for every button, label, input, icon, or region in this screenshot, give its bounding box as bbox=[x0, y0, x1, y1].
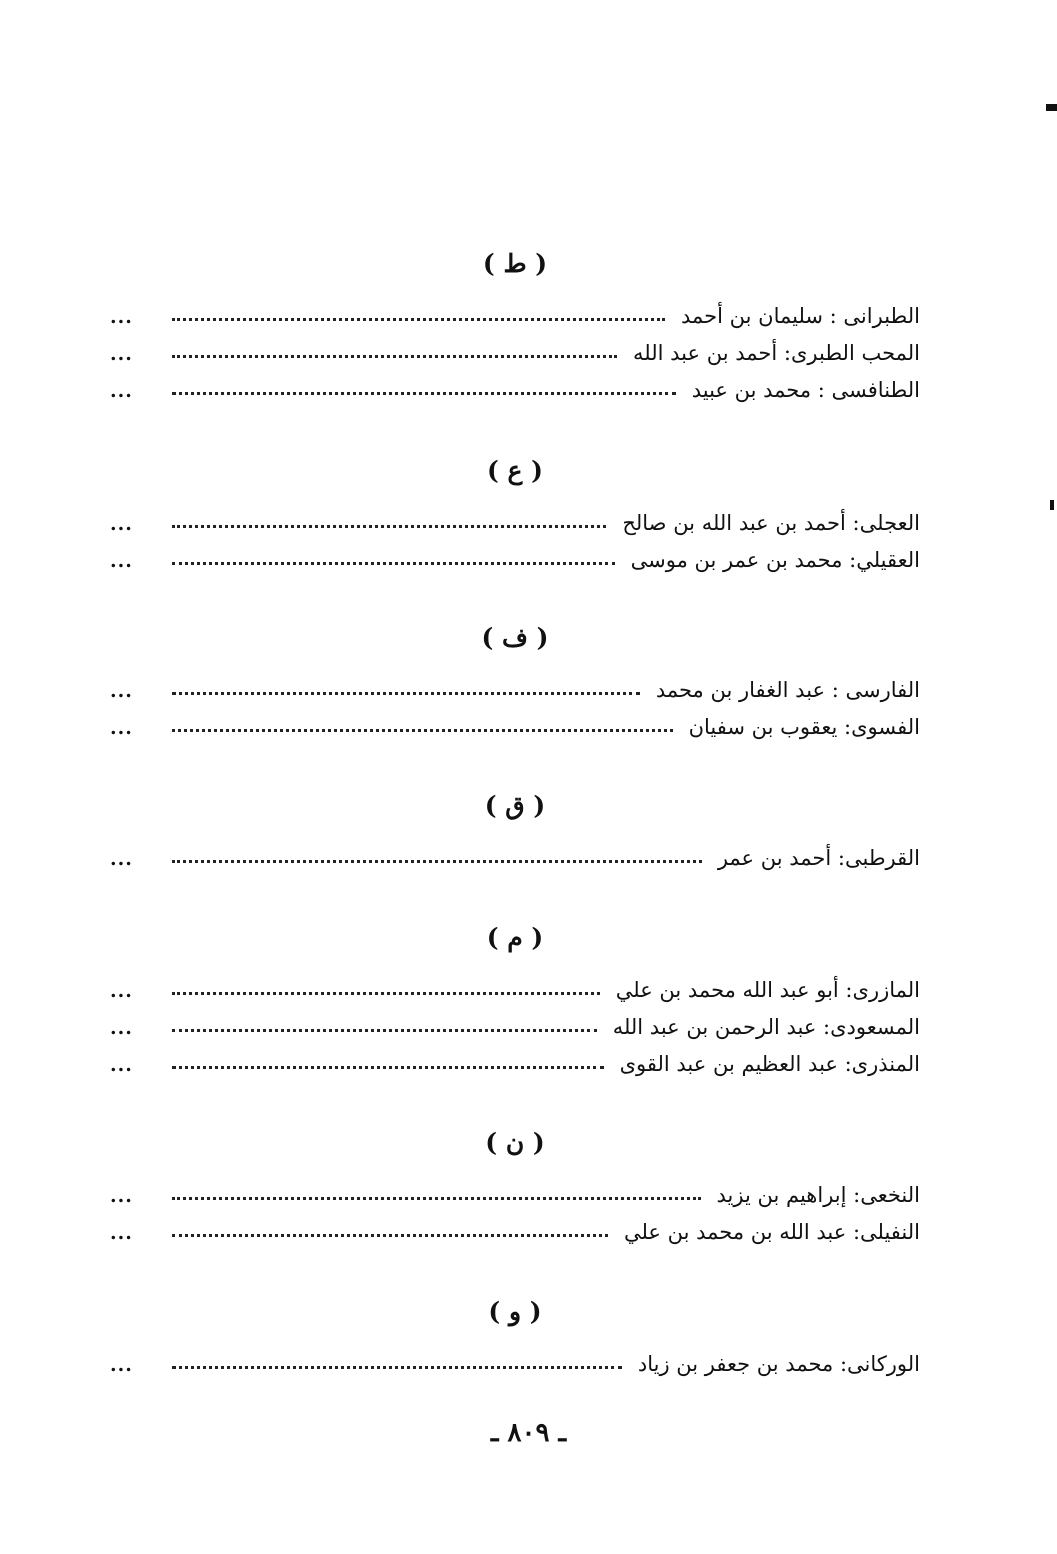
scan-mark bbox=[1046, 104, 1057, 111]
section-heading: ( ق ) bbox=[484, 791, 546, 820]
index-entry bbox=[110, 372, 920, 409]
index-entry bbox=[110, 1214, 920, 1251]
entry-name: القرطبى: أحمد بن عمر bbox=[717, 846, 920, 870]
entry-page: ... bbox=[110, 306, 133, 328]
dot-leader bbox=[172, 1234, 608, 1237]
entry-page: ... bbox=[110, 1054, 133, 1076]
dot-leader bbox=[172, 1029, 597, 1032]
dot-leader bbox=[172, 392, 676, 395]
dot-leader bbox=[172, 1066, 604, 1069]
section-waw bbox=[110, 1292, 920, 1383]
index-entry bbox=[110, 542, 920, 579]
entry-page: ... bbox=[110, 1354, 133, 1376]
entry-page: ... bbox=[110, 1222, 133, 1244]
entry-name: النخعى: إبراهيم بن يزيد bbox=[716, 1183, 920, 1207]
index-entry bbox=[110, 1346, 920, 1383]
section-ain bbox=[110, 451, 920, 579]
index-entry bbox=[110, 840, 920, 877]
dot-leader bbox=[172, 355, 617, 358]
dot-leader bbox=[172, 525, 606, 528]
section-qaf bbox=[110, 786, 920, 877]
entry-name: الفسوى: يعقوب بن سفيان bbox=[688, 715, 920, 739]
index-entry bbox=[110, 505, 920, 542]
entry-name: الطبرانى : سليمان بن أحمد bbox=[681, 304, 920, 328]
entry-name: المسعودى: عبد الرحمن بن عبد الله bbox=[612, 1015, 920, 1039]
index-entry bbox=[110, 298, 920, 335]
dot-leader bbox=[172, 562, 615, 565]
index-entry bbox=[110, 672, 920, 709]
dot-leader bbox=[172, 729, 673, 732]
entry-page: ... bbox=[110, 717, 133, 739]
entry-page: ... bbox=[110, 1185, 133, 1207]
index-entry bbox=[110, 709, 920, 746]
section-mim bbox=[110, 918, 920, 1083]
entry-name: المحب الطبرى: أحمد بن عبد الله bbox=[633, 341, 920, 365]
section-heading: ( ع ) bbox=[487, 456, 543, 485]
index-entry bbox=[110, 1177, 920, 1214]
entry-name: المازرى: أبو عبد الله محمد بن علي bbox=[615, 978, 920, 1002]
index-entry bbox=[110, 972, 920, 1009]
dot-leader bbox=[172, 860, 702, 863]
index-entry bbox=[110, 335, 920, 372]
entry-name: العجلى: أحمد بن عبد الله بن صالح bbox=[622, 511, 920, 535]
entry-name: الوركانى: محمد بن جعفر بن زياد bbox=[637, 1352, 920, 1376]
entry-name: النفيلى: عبد الله بن محمد بن علي bbox=[623, 1220, 920, 1244]
dot-leader bbox=[172, 992, 600, 995]
section-fa bbox=[110, 618, 920, 746]
dot-leader bbox=[172, 1197, 701, 1200]
section-heading: ( ن ) bbox=[485, 1128, 545, 1157]
entry-page: ... bbox=[110, 848, 133, 870]
entry-name: العقيلي: محمد بن عمر بن موسى bbox=[630, 548, 920, 572]
entry-name: المنذرى: عبد العظيم بن عبد القوى bbox=[619, 1052, 920, 1076]
section-heading: ( ط ) bbox=[482, 249, 548, 278]
section-heading: ( و ) bbox=[488, 1297, 542, 1326]
entry-page: ... bbox=[110, 1017, 133, 1039]
dot-leader bbox=[172, 1366, 622, 1369]
entry-page: ... bbox=[110, 343, 133, 365]
entry-page: ... bbox=[110, 380, 133, 402]
entry-page: ... bbox=[110, 980, 133, 1002]
section-heading: ( ف ) bbox=[481, 623, 549, 652]
index-entry bbox=[110, 1009, 920, 1046]
entry-name: الفارسى : عبد الغفار بن محمد bbox=[655, 678, 920, 702]
entry-page: ... bbox=[110, 513, 133, 535]
dot-leader bbox=[172, 692, 640, 695]
section-nun bbox=[110, 1123, 920, 1251]
entry-page: ... bbox=[110, 550, 133, 572]
dot-leader bbox=[172, 318, 665, 321]
page-number: ـ ٨٠٩ ـ bbox=[490, 1418, 567, 1448]
index-entry bbox=[110, 1046, 920, 1083]
section-heading: ( م ) bbox=[486, 923, 544, 952]
scan-mark bbox=[1050, 500, 1054, 510]
entry-page: ... bbox=[110, 680, 133, 702]
entry-name: الطنافسى : محمد بن عبيد bbox=[691, 378, 920, 402]
section-ta bbox=[110, 244, 920, 409]
